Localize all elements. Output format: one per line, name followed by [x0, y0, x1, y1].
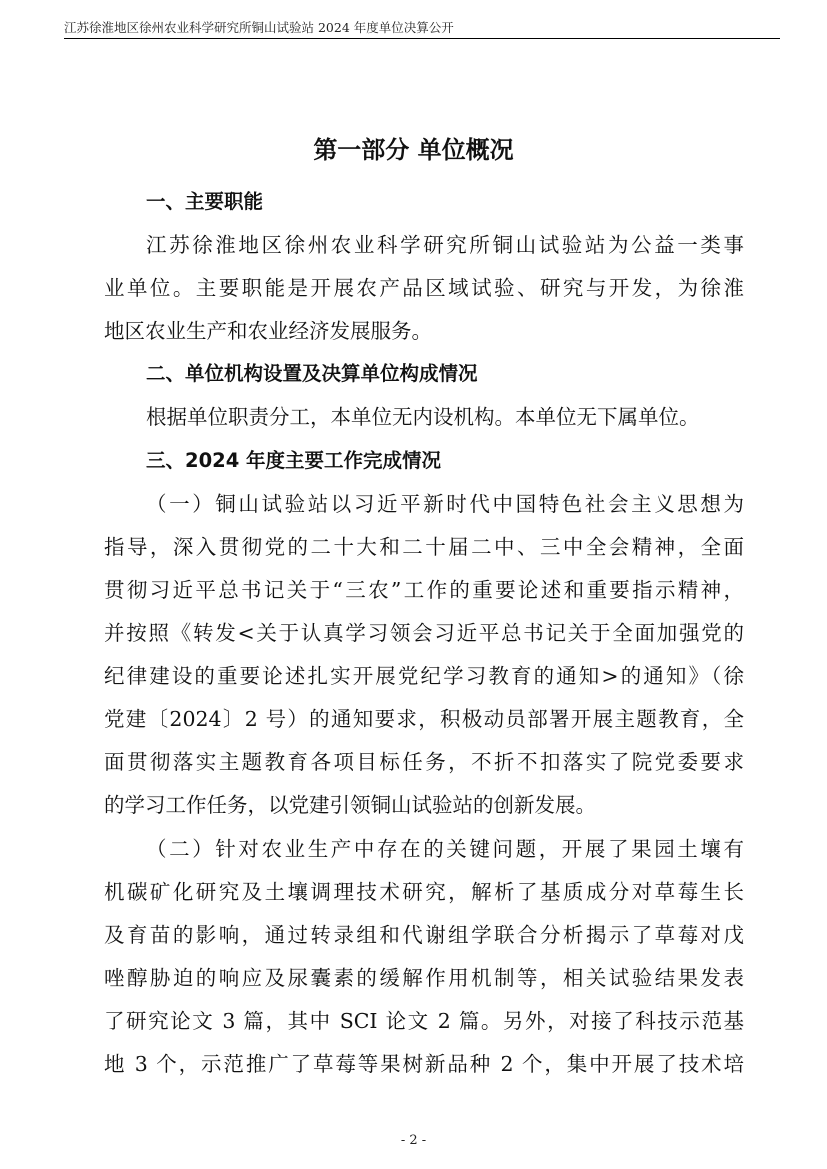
paragraph-line: 根据单位职责分工，本单位无内设机构。本单位无下属单位。	[146, 405, 700, 429]
paragraph-line: 纪律建设的重要论述扎实开展党纪学习教育的通知>的通知》（徐	[104, 664, 744, 688]
paragraph-line: 的学习工作任务，以党建引领铜山试验站的创新发展。	[104, 793, 596, 817]
section-heading-organization: 二、单位机构设置及决算单位构成情况	[146, 362, 478, 385]
paragraph-line: 业单位。主要职能是开展农产品区域试验、研究与开发，为徐淮	[104, 276, 744, 300]
section-heading-work-completion: 三、2024 年度主要工作完成情况	[146, 449, 442, 472]
paragraph-line: 党建〔2024〕2 号）的通知要求，积极动员部署开展主题教育，全	[104, 707, 744, 731]
paragraph-line: 并按照《转发<关于认真学习领会习近平总书记关于全面加强党的	[104, 621, 744, 645]
paragraph-line: 贯彻习近平总书记关于“三农”工作的重要论述和重要指示精神，	[104, 578, 744, 602]
paragraph-line: 地 3 个，示范推广了草莓等果树新品种 2 个，集中开展了技术培	[104, 1052, 744, 1076]
paragraph-line: 江苏徐淮地区徐州农业科学研究所铜山试验站为公益一类事	[146, 233, 744, 257]
page-title: 第一部分 单位概况	[313, 136, 514, 164]
paragraph-line: 机碳矿化研究及土壤调理技术研究，解析了基质成分对草莓生长	[104, 880, 744, 904]
paragraph-line: 地区农业生产和农业经济发展服务。	[104, 319, 432, 343]
page-number: - 2 -	[400, 1133, 427, 1148]
section-heading-main-functions: 一、主要职能	[146, 190, 264, 213]
paragraph-line: 指导，深入贯彻党的二十大和二十届二中、三中全会精神，全面	[104, 535, 744, 559]
paragraph-line: 及育苗的影响，通过转录组和代谢组学联合分析揭示了草莓对戊	[104, 923, 744, 947]
paragraph-line: （一）铜山试验站以习近平新时代中国特色社会主义思想为	[146, 492, 744, 516]
paragraph-line: 唑醇胁迫的响应及尿囊素的缓解作用机制等，相关试验结果发表	[104, 966, 744, 990]
page-header: 江苏徐淮地区徐州农业科学研究所铜山试验站 2024 年度单位决算公开	[64, 18, 780, 39]
paragraph-line: 面贯彻落实主题教育各项目标任务，不折不扣落实了院党委要求	[104, 750, 744, 774]
paragraph-line: 了研究论文 3 篇，其中 SCI 论文 2 篇。另外，对接了科技示范基	[104, 1009, 744, 1033]
paragraph-line: （二）针对农业生产中存在的关键问题，开展了果园土壤有	[146, 837, 744, 861]
